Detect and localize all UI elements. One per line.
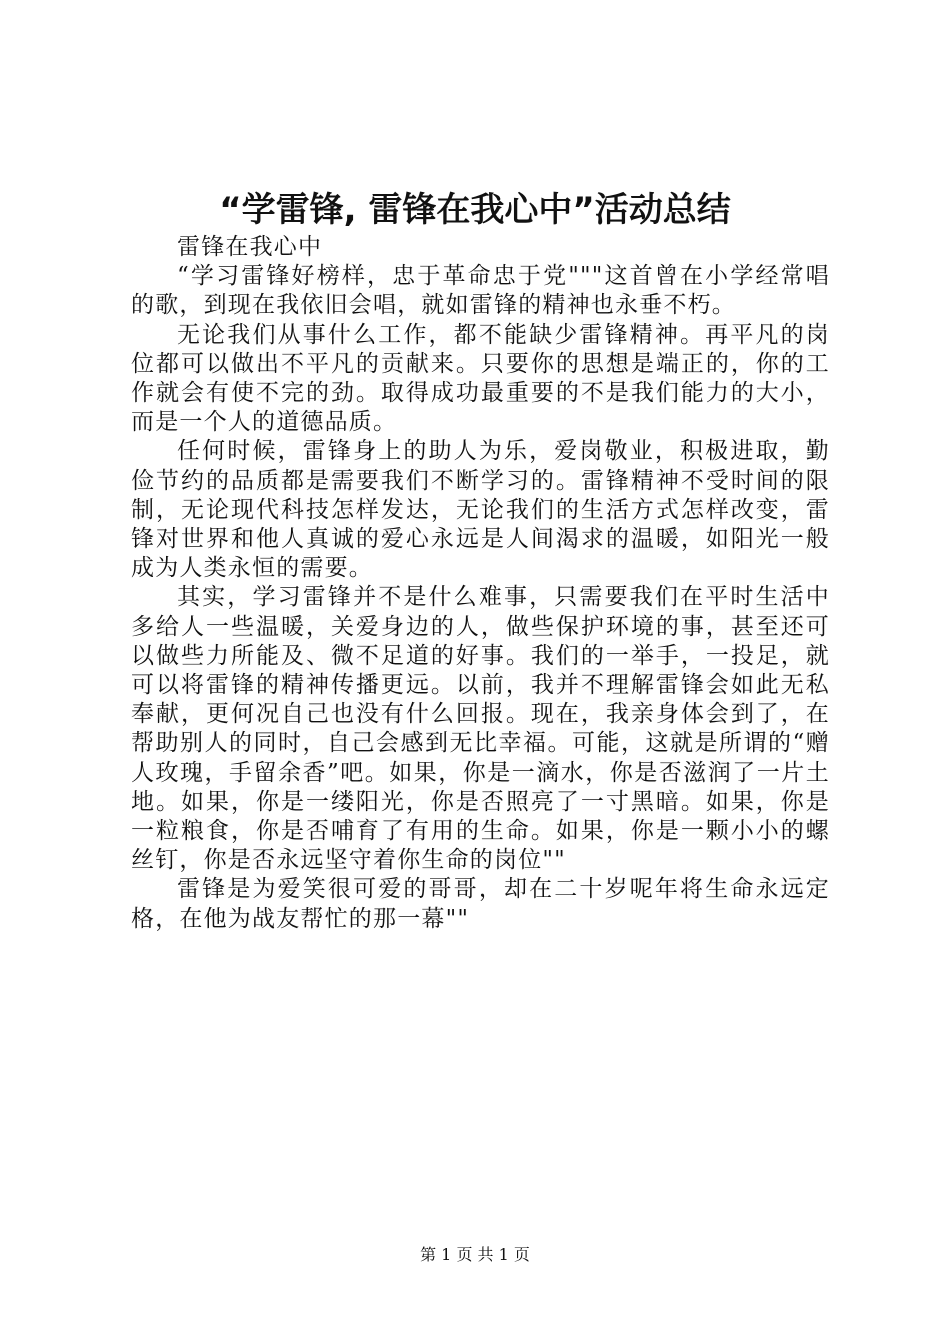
document-title: “学雷锋, 雷锋在我心中”活动总结 — [219, 190, 731, 230]
page-footer: 第 1 页 共 1 页 — [420, 1245, 530, 1264]
paragraph-3: 任何时候，雷锋身上的助人为乐，爱岗敬业，积极进取，勤俭节约的品质都是需要我们不断学习的。雷锋精神不受时间的限制，无论现代科技怎样发达，无论我们的生活方式怎样改变，雷锋对世界和他人真诚的爱心永远是人间渴求的温暖，如阳光一般成为人类永恒的需要。 — [131, 438, 830, 582]
paragraph-4: 其实，学习雷锋并不是什么难事，只需要我们在平时生活中多给人一些温暖，关爱身边的人，做些保护环境的事，甚至还可以做些力所能及、微不足道的好事。我们的一举手，一投足，就可以将雷锋的精神传播更远。以前，我并不理解雷锋会如此无私奉献，更何况自己也没有什么回报。现在，我亲身体会到了，在帮助别人的同时，自己会感到无比幸福。可能，这就是所谓的“赠人玫瑰，手留余香”吧。如果，你是一滴水，你是否滋润了一片土地。如果，你是一缕阳光，你是否照亮了一寸黑暗。如果，你是一粒粮食，你是否哺育了有用的生命。如果，你是一颗小小的螺丝钉，你是否永远坚守着你生命的岗位"" — [131, 584, 830, 874]
paragraph-2: 无论我们从事什么工作，都不能缺少雷锋精神。再平凡的岗位都可以做出不平凡的贡献来。只要你的思想是端正的，你的工作就会有使不完的劲。取得成功最重要的不是我们能力的大小，而是一个人的道德品质。 — [131, 321, 830, 436]
paragraph-5: 雷锋是为爱笑很可爱的哥哥，却在二十岁呢年将生命永远定格，在他为战友帮忙的那一幕"" — [131, 876, 830, 932]
paragraph-1: “学习雷锋好榜样，忠于革命忠于党"""这首曾在小学经常唱的歌，到现在我依旧会唱，就如雷锋的精神也永垂不朽。 — [131, 263, 830, 319]
document-body — [131, 233, 830, 934]
paragraph-subtitle: 雷锋在我心中 — [177, 234, 323, 260]
